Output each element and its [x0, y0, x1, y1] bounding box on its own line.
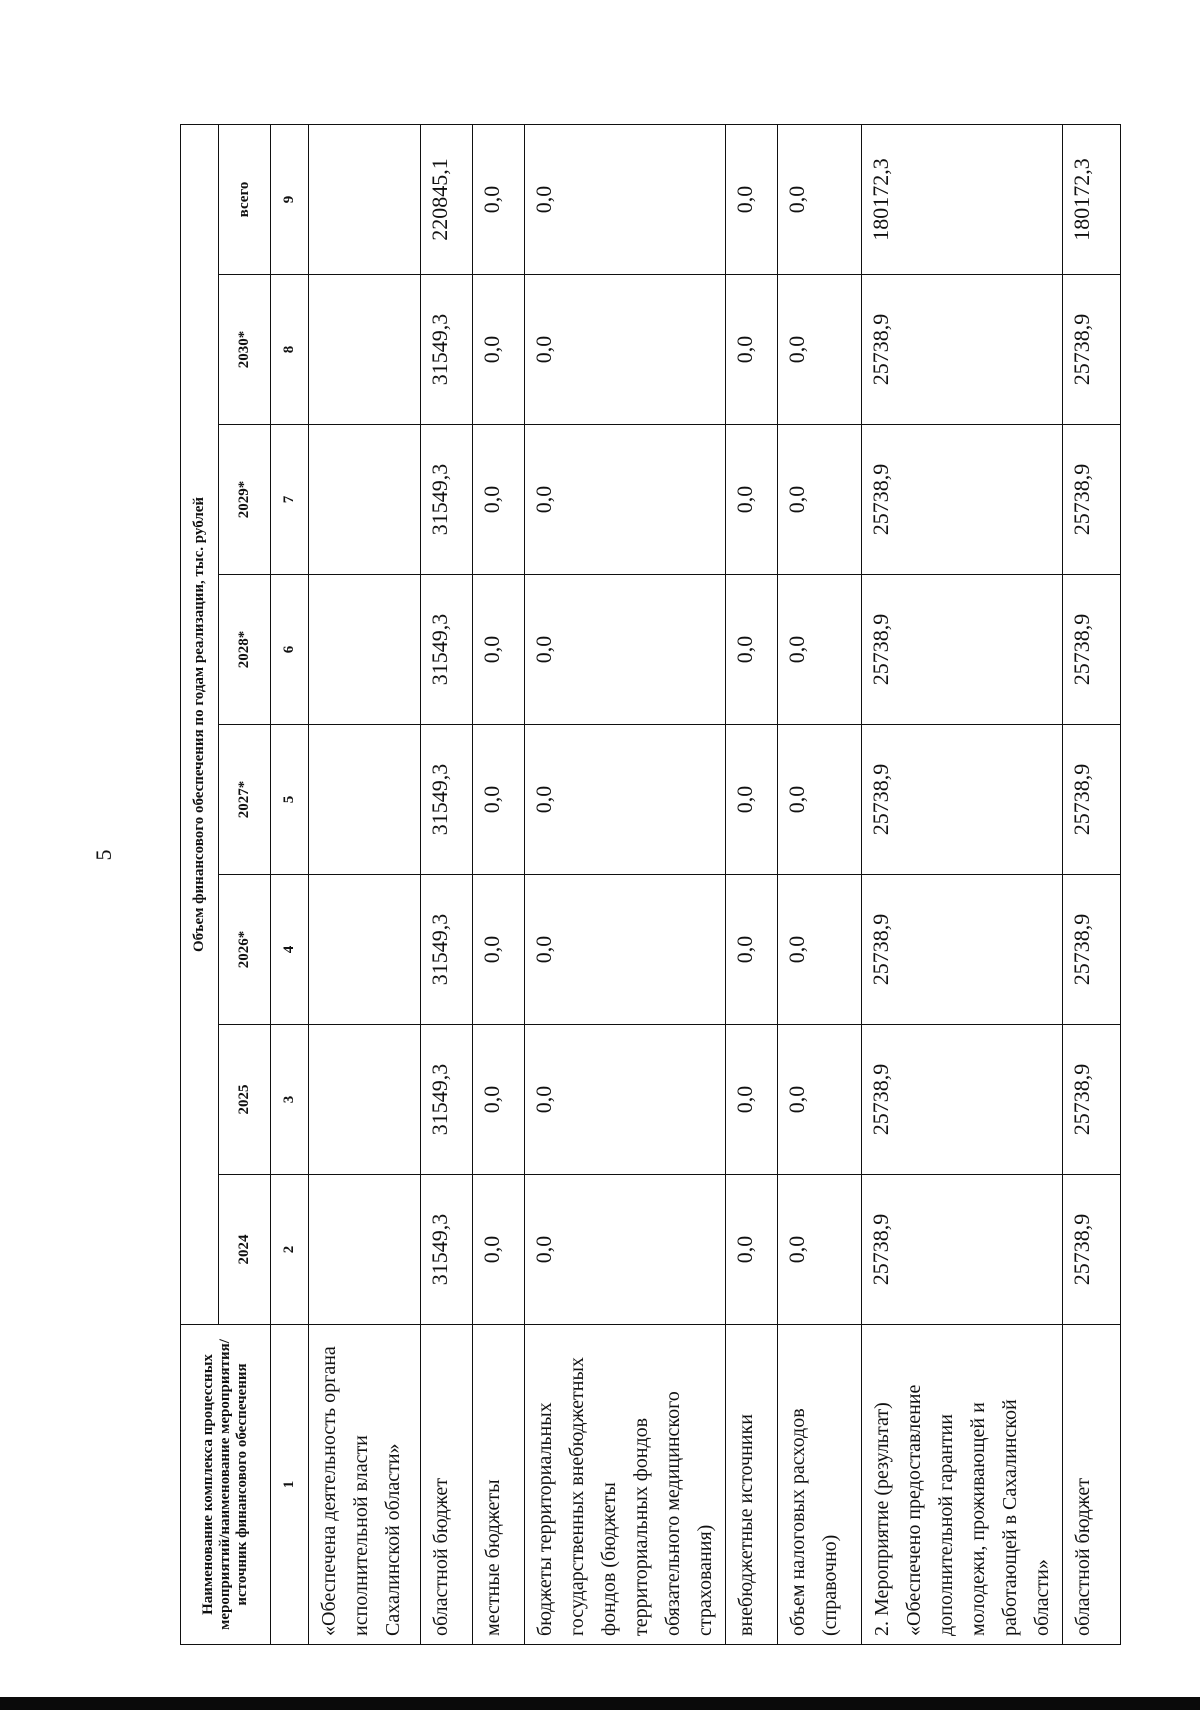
header-year-2030: 2030*: [219, 275, 271, 425]
table-row: [726, 124, 778, 1644]
table-row: [778, 124, 862, 1644]
page-number: 5: [91, 849, 116, 861]
value-cell: 0,0: [726, 1175, 778, 1325]
value-cell: 25738,9: [862, 275, 1063, 425]
financing-table-container: [180, 125, 1094, 1645]
value-cell: 25738,9: [862, 575, 1063, 725]
value-cell: 0,0: [525, 425, 726, 575]
value-cell: 0,0: [778, 575, 862, 725]
value-cell: 0,0: [778, 275, 862, 425]
value-cell: [309, 124, 421, 274]
col-number: 1: [271, 1325, 309, 1645]
table-row: [525, 124, 726, 1644]
value-cell: [309, 1175, 421, 1325]
value-cell: 31549,3: [421, 725, 473, 875]
col-number: 4: [271, 875, 309, 1025]
value-cell: 31549,3: [421, 1175, 473, 1325]
value-cell: 0,0: [473, 725, 525, 875]
value-cell: 0,0: [778, 1025, 862, 1175]
value-cell: 25738,9: [862, 425, 1063, 575]
value-cell: 0,0: [525, 275, 726, 425]
value-cell: 0,0: [778, 425, 862, 575]
header-year-2026: 2026*: [219, 875, 271, 1025]
header-name-cell: Наименование комплекса процессных мероприятий/наименование мероприятия/источник финансового обеспечения: [181, 1325, 271, 1645]
col-number: 6: [271, 575, 309, 725]
value-cell: 25738,9: [1063, 725, 1121, 875]
scan-edge-line: [0, 1697, 1200, 1710]
row-name: внебюджетные источники: [726, 1325, 778, 1645]
financing-table: [180, 124, 1121, 1645]
header-year-2024: 2024: [219, 1175, 271, 1325]
value-cell: 0,0: [726, 725, 778, 875]
value-cell: 0,0: [778, 725, 862, 875]
value-cell: 31549,3: [421, 425, 473, 575]
table-row: [1063, 124, 1121, 1644]
value-cell: 25738,9: [1063, 575, 1121, 725]
col-number: 2: [271, 1175, 309, 1325]
col-number: 9: [271, 124, 309, 274]
value-cell: 25738,9: [1063, 425, 1121, 575]
value-cell: 31549,3: [421, 1025, 473, 1175]
value-cell: 25738,9: [1063, 875, 1121, 1025]
value-cell: 0,0: [726, 1025, 778, 1175]
value-cell: 31549,3: [421, 875, 473, 1025]
value-cell: 0,0: [525, 1175, 726, 1325]
table-row: [421, 124, 473, 1644]
value-cell: 0,0: [473, 425, 525, 575]
col-number: 7: [271, 425, 309, 575]
header-total: всего: [219, 124, 271, 274]
value-cell: 0,0: [726, 575, 778, 725]
row-name: областной бюджет: [1063, 1325, 1121, 1645]
header-year-2029: 2029*: [219, 425, 271, 575]
value-cell: 31549,3: [421, 275, 473, 425]
value-cell: 0,0: [525, 124, 726, 274]
header-volume-cell: Объем финансового обеспечения по годам реализации, тыс. рублей: [181, 124, 219, 1324]
value-cell: 0,0: [726, 124, 778, 274]
value-cell: [309, 275, 421, 425]
value-cell: 0,0: [525, 875, 726, 1025]
value-cell: 25738,9: [1063, 275, 1121, 425]
header-year-2025: 2025: [219, 1025, 271, 1175]
col-number: 8: [271, 275, 309, 425]
col-number: 5: [271, 725, 309, 875]
row-name: бюджеты территориальных государственных внебюджетных фондов (бюджеты территориальных фондов обязательного медицинского страхования): [525, 1325, 726, 1645]
table-row: [309, 124, 421, 1644]
col-number: 3: [271, 1025, 309, 1175]
value-cell: [309, 575, 421, 725]
row-name: областной бюджет: [421, 1325, 473, 1645]
row-name: объем налоговых расходов (справочно): [778, 1325, 862, 1645]
value-cell: [309, 1025, 421, 1175]
value-cell: [309, 875, 421, 1025]
value-cell: 25738,9: [862, 725, 1063, 875]
value-cell: 0,0: [778, 875, 862, 1025]
value-cell: 0,0: [473, 275, 525, 425]
value-cell: [309, 725, 421, 875]
value-cell: 0,0: [778, 124, 862, 274]
value-cell: 0,0: [778, 1175, 862, 1325]
value-cell: 0,0: [525, 575, 726, 725]
header-year-2027: 2027*: [219, 725, 271, 875]
table-row: [862, 124, 1063, 1644]
value-cell: 180172,3: [862, 124, 1063, 274]
value-cell: 25738,9: [1063, 1175, 1121, 1325]
value-cell: 25738,9: [862, 1175, 1063, 1325]
value-cell: 0,0: [525, 1025, 726, 1175]
header-year-2028: 2028*: [219, 575, 271, 725]
value-cell: 25738,9: [1063, 1025, 1121, 1175]
value-cell: 0,0: [726, 275, 778, 425]
value-cell: 0,0: [726, 875, 778, 1025]
value-cell: 0,0: [473, 575, 525, 725]
value-cell: 0,0: [473, 1025, 525, 1175]
row-name: 2. Мероприятие (результат) «Обеспечено предоставление дополнительной гарантии молодежи, проживающей и работающей в Сахалинской области»: [862, 1325, 1063, 1645]
row-name: «Обеспечена деятельность органа исполнительной власти Сахалинской области»: [309, 1325, 421, 1645]
value-cell: 0,0: [525, 725, 726, 875]
value-cell: 180172,3: [1063, 124, 1121, 274]
value-cell: 31549,3: [421, 575, 473, 725]
value-cell: 220845,1: [421, 124, 473, 274]
value-cell: 0,0: [726, 425, 778, 575]
value-cell: 25738,9: [862, 875, 1063, 1025]
value-cell: 0,0: [473, 1175, 525, 1325]
table-row: [473, 124, 525, 1644]
value-cell: 0,0: [473, 124, 525, 274]
value-cell: [309, 425, 421, 575]
row-name: местные бюджеты: [473, 1325, 525, 1645]
value-cell: 0,0: [473, 875, 525, 1025]
value-cell: 25738,9: [862, 1025, 1063, 1175]
